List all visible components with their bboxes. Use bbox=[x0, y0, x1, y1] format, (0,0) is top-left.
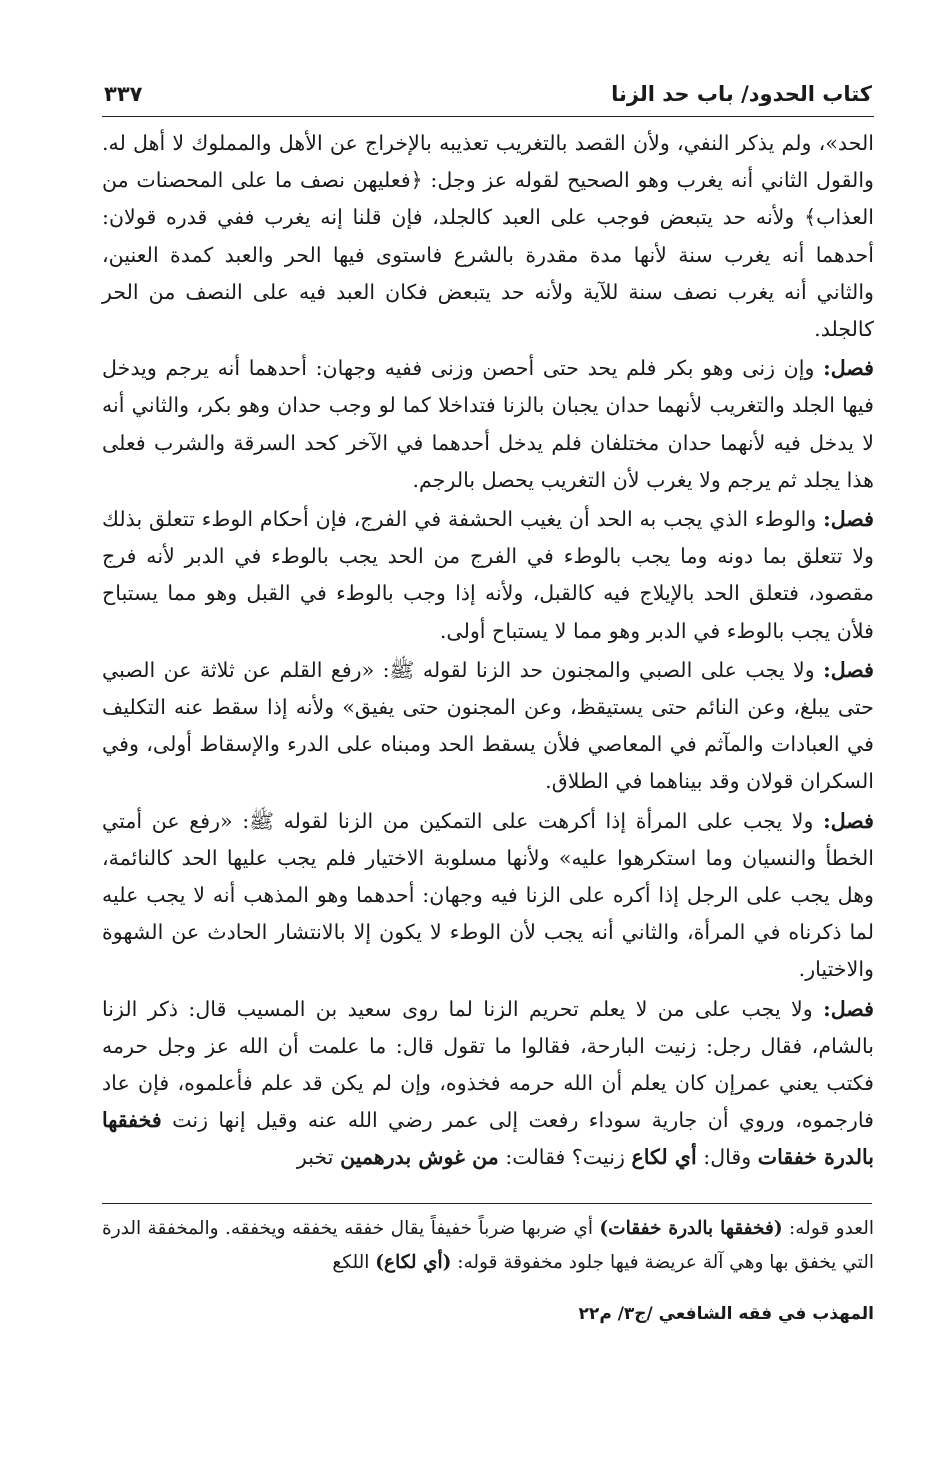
running-header bbox=[102, 82, 874, 117]
paragraph-text: الحد»، ولم يذكر النفي، ولأن القصد بالتغريب تعذيبه بالإخراج عن الأهل والمملوك لا أهل له. والقول الثاني أنه يغرب وهو الصحيح لقوله عز وجل: ﴿فعليهن نصف ما على المحصنات من العذاب﴾ ولأنه حد يتبعض فوجب على العبد كالجلد، فإن قلنا إنه يغرب ففي قدره قولان: أحدهما أنه يغرب سنة لأنها مدة مقدرة بالشرع فاستوى فيها الحر والعبد كمدة العنين، والثاني أنه يغرب نصف سنة للآية ولأنه حد يتبعض فكان العبد فيه على النصف من الحر كالجلد. bbox=[102, 131, 874, 342]
paragraph-4 bbox=[102, 652, 874, 801]
footnote-text: اللكع bbox=[332, 1251, 376, 1273]
footnote-text: العدو قوله: bbox=[782, 1217, 875, 1239]
paragraph-text: ولا يجب على الصبي والمجنون حد الزنا لقوله ﷺ: «رفع القلم عن ثلاثة عن الصبي حتى يبلغ، وعن النائم حتى يستيقظ، وعن المجنون حتى يفيق» ولأنه إذا سقط عنه التكليف في العبادات والمآثم في المعاصي فلأن يسقط الحد ومبناه على الدرء والإسقاط أولى، وفي السكران قولان وقد بيناهما في الطلاق. bbox=[102, 657, 874, 794]
paragraph-3 bbox=[102, 501, 874, 650]
footnote-1 bbox=[102, 1212, 874, 1280]
keyword: أي لكاع bbox=[631, 1145, 697, 1170]
paragraph-text: زنيت؟ فقالت: bbox=[498, 1145, 632, 1170]
chapter-title: كتاب الحدود/ باب حد الزنا bbox=[611, 82, 872, 106]
footnote-keyword: (فخفقها بالدرة خفقات) bbox=[599, 1217, 783, 1239]
section-lead: فصل: bbox=[823, 356, 874, 381]
keyword: من غوش بدرهمين bbox=[340, 1145, 499, 1170]
paragraph-5 bbox=[102, 803, 874, 989]
paragraph-text: ولا يجب على المرأة إذا أكرهت على التمكين من الزنا لقوله ﷺ: «رفع عن أمتي الخطأ والنسيان وما استكرهوا عليه» ولأنها مسلوبة الاختيار فلم يجب عليها الحد كالنائمة، وهل يجب على الرجل إذا أكره على الزنا فيه وجهان: أحدهما وهو المذهب أنه لا يجب عليه لما ذكرناه في المرأة، والثاني أنه يجب لأن الوطء لا يكون إلا بالانتشار الحادث عن الشهوة والاختيار. bbox=[102, 808, 874, 982]
footnote-divider bbox=[102, 1203, 872, 1204]
section-lead: فصل: bbox=[823, 657, 874, 682]
section-lead: فصل: bbox=[823, 507, 874, 532]
paragraph-text: ولا يجب على من لا يعلم تحريم الزنا لما روى سعيد بن المسيب قال: ذكر الزنا بالشام، فقال رجل: زنيت البارحة، فقالوا ما تقول قال: ما علمت أن الله عز وجل حرمه فكتب يعني عمرإن كان يعلم أن الله حرمه فخذوه، وإن لم يكن قد علم فأعلموه، فإن عاد فارجموه، وروي أن جارية سوداء رفعت إلى عمر رضي الله عنه وقيل إنها زنت bbox=[102, 996, 874, 1133]
paragraph-2 bbox=[102, 350, 874, 499]
page-number: ٣٣٧ bbox=[104, 82, 143, 106]
main-text bbox=[102, 125, 874, 1177]
page-footer: المهذب في فقه الشافعي /ج٣/ م٢٢ bbox=[578, 1303, 874, 1324]
paragraph-text: والوطء الذي يجب به الحد أن يغيب الحشفة في الفرج، فإن أحكام الوطء تتعلق بذلك ولا تتعلق بما دونه وما يجب بالوطء في الفرج من الحد يجب بالوطء في الدبر لأنه فرج مقصود، فتعلق الحد بالإيلاج فيه كالقبل، ولأنه إذا وجب بالوطء في القبل وهو مما يستباح فلأن يجب بالوطء في الدبر وهو مما لا يستباح أولى. bbox=[102, 507, 874, 643]
section-lead: فصل: bbox=[823, 808, 874, 833]
paragraph-1 bbox=[102, 125, 874, 348]
footnote-text: أي ضربها ضرباً خفيفاً يقال خفقه يخفقه ويخفقه. والمخفقة الدرة التي يخفق بها وهي آلة عريضة فيها جلود مخفوقة قوله: bbox=[102, 1217, 874, 1273]
paragraph-text: وقال: bbox=[696, 1145, 758, 1170]
paragraph-text: وإن زنى وهو بكر فلم يحد حتى أحصن وزنى ففيه وجهان: أحدهما أنه يرجم ويدخل فيها الجلد والتغريب لأنهما حدان يجبان بالزنا فتداخلا كما لو وجب حدان وهو بكر، والثاني أنه لا يدخل فيه لأنهما حدان مختلفان فلم يدخل أحدهما في الآخر كحد السرقة والشرب فعلى هذا يجلد ثم يرجم ولا يغرب لأن التغريب يحصل بالرجم. bbox=[102, 356, 874, 492]
paragraph-6 bbox=[102, 991, 874, 1177]
footnote-keyword: (أي لكاع) bbox=[375, 1251, 452, 1273]
footnotes bbox=[102, 1212, 874, 1280]
keyword: فخفقها بالدرة خفقات bbox=[102, 1108, 874, 1170]
section-lead: فصل: bbox=[823, 996, 874, 1021]
paragraph-text: تخبر bbox=[296, 1145, 341, 1170]
